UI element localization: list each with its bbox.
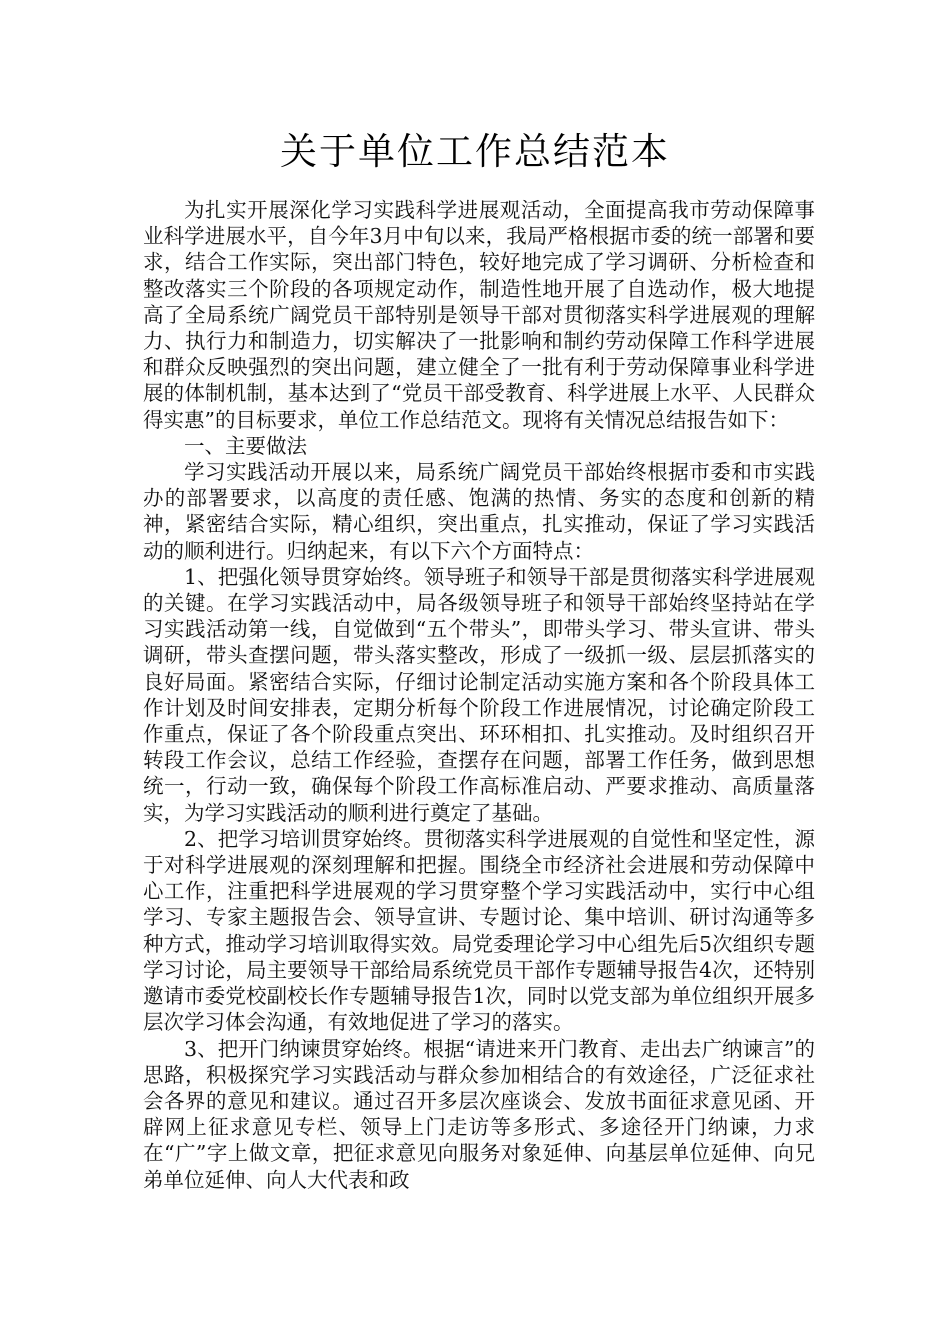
paragraph-overview: 学习实践活动开展以来，局系统广阔党员干部始终根据市委和市实践办的部署要求，以高度的责任感、饱满的热情、务实的态度和创新的精神，紧密结合实际，精心组织，突出重点，扎实推动，保证了学习实践活动的顺利进行。归纳起来，有以下六个方面特点： [143, 460, 815, 563]
document-body [143, 197, 815, 1193]
paragraph-point-1: 1、把强化领导贯穿始终。领导班子和领导干部是贯彻落实科学进展观的关键。在学习实践活动中，局各级领导班子和领导干部始终坚持站在学习实践活动第一线，自觉做到“五个带头”，即带头学习、带头宣讲、带头调研，带头查摆问题，带头落实整改，形成了一级抓一级、层层抓落实的良好局面。紧密结合实际，仔细讨论制定活动实施方案和各个阶段具体工作计划及时间安排表，定期分析每个阶段工作进展情况，讨论确定阶段工作重点，保证了各个阶段重点突出、环环相扣、扎实推动。及时组织召开转段工作会议，总结工作经验，查摆存在问题，部署工作任务，做到思想统一，行动一致，确保每个阶段工作高标准启动、严要求推动、高质量落实，为学习实践活动的顺利进行奠定了基础。 [143, 564, 815, 825]
paragraph-intro: 为扎实开展深化学习实践科学进展观活动，全面提高我市劳动保障事业科学进展水平，自今年3月中旬以来，我局严格根据市委的统一部署和要求，结合工作实际，突出部门特色，较好地完成了学习调研、分析检查和整改落实三个阶段的各项规定动作，制造性地开展了自选动作，极大地提高了全局系统广阔党员干部特别是领导干部对贯彻落实科学进展观的理解力、执行力和制造力，切实解决了一批影响和制约劳动保障工作科学进展和群众反映强烈的突出问题，建立健全了一批有利于劳动保障事业科学进展的体制机制，基本达到了“党员干部受教育、科学进展上水平、人民群众得实惠”的目标要求，单位工作总结范文。现将有关情况总结报告如下： [143, 198, 815, 432]
paragraph-point-2: 2、把学习培训贯穿始终。贯彻落实科学进展观的自觉性和坚定性，源于对科学进展观的深刻理解和把握。围绕全市经济社会进展和劳动保障中心工作，注重把科学进展观的学习贯穿整个学习实践活动中，实行中心组学习、专家主题报告会、领导宣讲、专题讨论、集中培训、研讨沟通等多种方式，推动学习培训取得实效。局党委理论学习中心组先后5次组织专题学习讨论，局主要领导干部给局系统党员干部作专题辅导报告4次，还特别邀请市委党校副校长作专题辅导报告1次，同时以党支部为单位组织开展多层次学习体会沟通，有效地促进了学习的落实。 [143, 826, 815, 1035]
document-title: 关于单位工作总结范本 [280, 130, 670, 173]
paragraph-point-3: 3、把开门纳谏贯穿始终。根据“请进来开门教育、走出去广纳谏言”的思路，积极探究学习实践活动与群众参加相结合的有效途径，广泛征求社会各界的意见和建议。通过召开多层次座谈会、发放书面征求意见函、开辟网上征求意见专栏、领导上门走访等多形式、多途径开门纳谏，力求在“广”字上做文章，把征求意见向服务对象延伸、向基层单位延伸、向兄弟单位延伸、向人大代表和政 [143, 1036, 815, 1192]
section-heading-main-practices: 一、主要做法 [184, 433, 307, 458]
